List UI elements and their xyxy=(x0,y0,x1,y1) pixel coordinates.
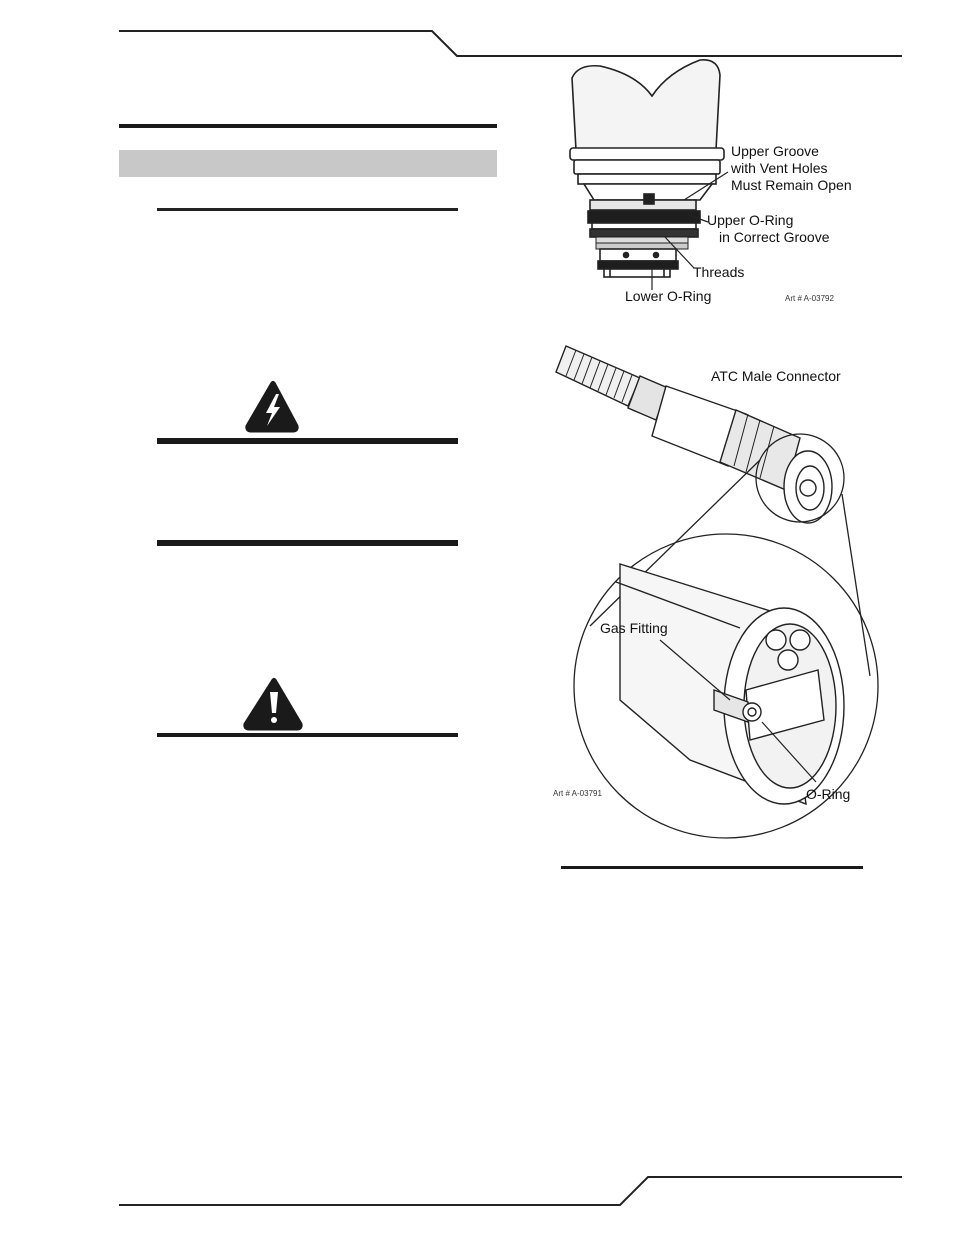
label-atc-male-connector: ATC Male Connector xyxy=(711,368,841,384)
label-threads: Threads xyxy=(693,264,745,280)
label-upper-oring-line1: Upper O-Ring xyxy=(707,212,794,228)
label-upper-groove-line3: Must Remain Open xyxy=(731,177,852,193)
label-upper-groove-line2: with Vent Holes xyxy=(731,160,828,176)
label-upper-groove-line1: Upper Groove xyxy=(731,143,819,159)
art-number-bottom: Art # A-03791 xyxy=(553,789,602,798)
label-o-ring: O-Ring xyxy=(806,786,851,802)
label-lower-oring: Lower O-Ring xyxy=(625,288,712,304)
label-gas-fitting: Gas Fitting xyxy=(600,620,668,636)
label-upper-oring-line2: in Correct Groove xyxy=(719,229,830,245)
art-number-top: Art # A-03792 xyxy=(785,294,834,303)
